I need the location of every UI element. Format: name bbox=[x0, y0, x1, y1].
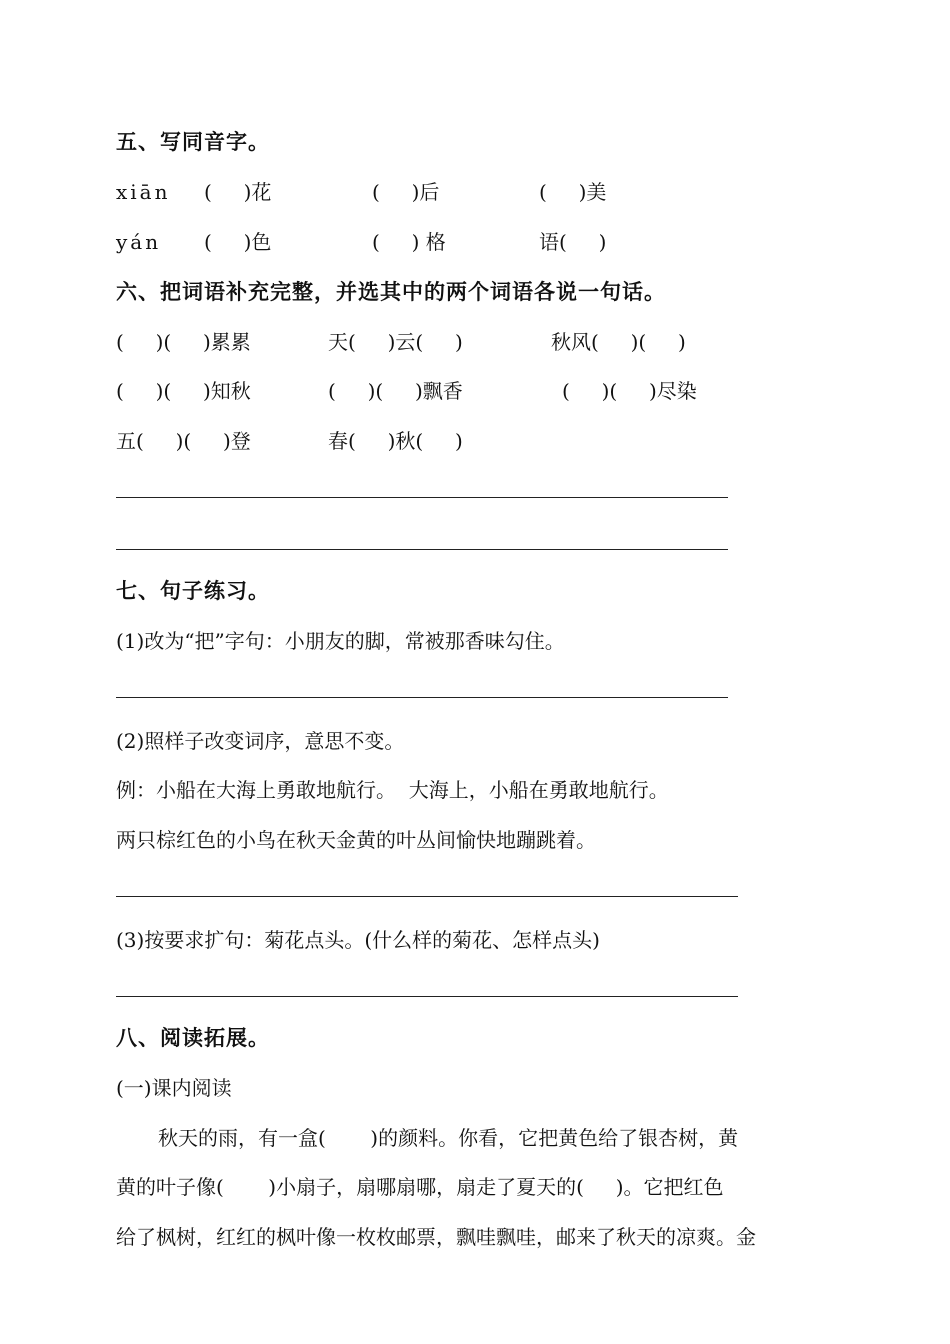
section-7-title: 七、句子练习。 bbox=[116, 578, 270, 603]
question-2: (2)照样子改变词序，意思不变。 bbox=[116, 729, 405, 753]
idiom-blank[interactable]: ( )( )尽染 bbox=[562, 379, 697, 403]
blank-item[interactable]: ( ) 格 bbox=[372, 230, 446, 254]
question-1: (1)改为“把”字句：小朋友的脚，常被那香味勾住。 bbox=[116, 629, 565, 653]
idiom-blank[interactable]: 天( )云( ) bbox=[328, 330, 463, 354]
blank-item[interactable]: ( )后 bbox=[372, 180, 440, 204]
question-2-sentence: 两只棕红色的小鸟在秋天金黄的叶丛间愉快地蹦跳着。 bbox=[116, 828, 596, 852]
answer-line[interactable] bbox=[116, 996, 738, 997]
blank-item[interactable]: ( )色 bbox=[204, 230, 272, 254]
idiom-blank[interactable]: ( )( )累累 bbox=[116, 330, 251, 354]
answer-line[interactable] bbox=[116, 896, 738, 897]
idiom-blank[interactable]: 春( )秋( ) bbox=[328, 429, 463, 453]
idiom-blank[interactable]: ( )( )知秋 bbox=[116, 379, 251, 403]
answer-line[interactable] bbox=[116, 549, 728, 550]
idiom-blank[interactable]: 秋风( )( ) bbox=[551, 330, 686, 354]
idiom-blank[interactable]: 五( )( )登 bbox=[116, 429, 251, 453]
pinyin-xian: xiān bbox=[116, 180, 171, 204]
passage-line: 黄的叶子像( )小扇子，扇哪扇哪，扇走了夏天的( )。它把红色 bbox=[116, 1175, 724, 1199]
answer-line[interactable] bbox=[116, 697, 728, 698]
blank-item[interactable]: 语( ) bbox=[539, 230, 607, 254]
pinyin-yan: yán bbox=[116, 230, 162, 254]
idiom-blank[interactable]: ( )( )飘香 bbox=[328, 379, 463, 403]
section-6-title: 六、把词语补充完整，并选其中的两个词语各说一句话。 bbox=[116, 279, 666, 304]
passage-line: 给了枫树，红红的枫叶像一枚枚邮票，飘哇飘哇，邮来了秋天的凉爽。金 bbox=[116, 1225, 756, 1249]
answer-line[interactable] bbox=[116, 497, 728, 498]
blank-item[interactable]: ( )美 bbox=[539, 180, 607, 204]
passage-line: 秋天的雨，有一盒( )的颜料。你看，它把黄色给了银杏树，黄 bbox=[158, 1126, 739, 1150]
section-5-title: 五、写同音字。 bbox=[116, 129, 270, 154]
question-2-example: 例：小船在大海上勇敢地航行。 大海上，小船在勇敢地航行。 bbox=[116, 778, 669, 802]
blank-item[interactable]: ( )花 bbox=[204, 180, 272, 204]
question-3: (3)按要求扩句：菊花点头。(什么样的菊花、怎样点头) bbox=[116, 928, 600, 952]
section-8-title: 八、阅读拓展。 bbox=[116, 1025, 270, 1050]
reading-subtitle: (一)课内阅读 bbox=[116, 1076, 232, 1100]
